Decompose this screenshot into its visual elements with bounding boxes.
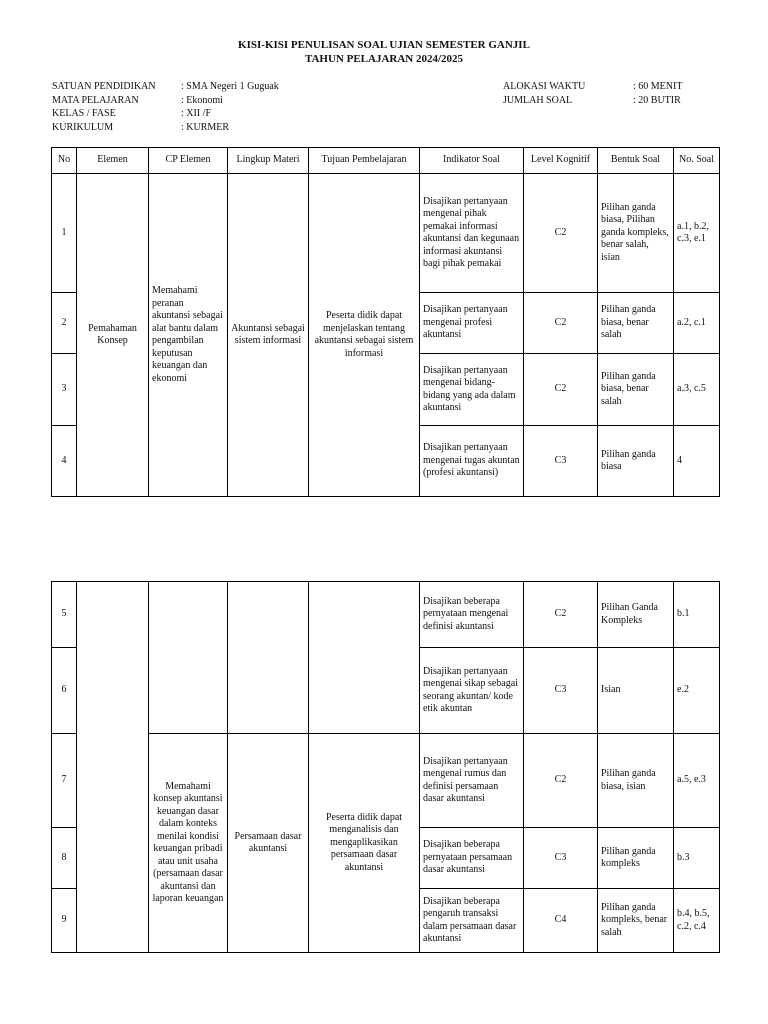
header-cp: CP Elemen xyxy=(149,148,228,174)
cp-elemen-cell: Memahami konsep akuntansi keuangan dasar dalam konteks menilai kondisi keuangan pribadi atau unit usaha (persamaan dasar akuntansi dan laporan keuangan xyxy=(149,734,228,953)
nosoal-cell: e.2 xyxy=(674,648,720,734)
header-elemen: Elemen xyxy=(77,148,149,174)
row-number: 9 xyxy=(52,889,77,953)
meta-value: : Ekonomi xyxy=(181,94,223,106)
bentuk-cell: Pilihan Ganda Kompleks xyxy=(598,582,674,648)
level-cell: C3 xyxy=(524,426,598,497)
row-number: 1 xyxy=(52,174,77,293)
nosoal-cell: a.3, c.5 xyxy=(674,354,720,426)
nosoal-cell: a.5, e.3 xyxy=(674,734,720,828)
meta-key: KURIKULUM xyxy=(52,121,114,133)
level-cell: C2 xyxy=(524,582,598,648)
row-number: 7 xyxy=(52,734,77,828)
indikator-cell: Disajikan pertanyaan mengenai tugas akuntan (profesi akuntansi) xyxy=(420,426,524,497)
meta-value: : XII /F xyxy=(181,108,211,119)
row-number: 4 xyxy=(52,426,77,497)
meta-value: : 20 BUTIR xyxy=(633,94,681,106)
row-number: 3 xyxy=(52,354,77,426)
level-cell: C2 xyxy=(524,174,598,293)
meta-key: SATUAN PENDIDIKAN xyxy=(52,81,156,92)
lingkup-materi-cell-empty xyxy=(228,582,309,734)
identity-block-left xyxy=(52,80,279,134)
elemen-cell-empty xyxy=(77,582,149,953)
table-row xyxy=(52,582,720,648)
header-bentuk: Bentuk Soal xyxy=(598,148,674,174)
indikator-cell: Disajikan pertanyaan mengenai bidang-bidang yang ada dalam akuntansi xyxy=(420,354,524,426)
header-lingkup: Lingkup Materi xyxy=(228,148,309,174)
table-row xyxy=(52,734,720,828)
elemen-cell: Pemahaman Konsep xyxy=(77,174,149,497)
meta-value: : 60 MENIT xyxy=(633,81,683,92)
document-title: KISI-KISI PENULISAN SOAL UJIAN SEMESTER GANJIL xyxy=(238,39,530,51)
nosoal-cell: b.1 xyxy=(674,582,720,648)
cp-elemen-cell: Memahami peranan akuntansi sebagai alat bantu dalam pengambilan keputusan keuangan dan ekonomi xyxy=(149,174,228,497)
level-cell: C2 xyxy=(524,354,598,426)
level-cell: C2 xyxy=(524,734,598,828)
bentuk-cell: Pilihan ganda biasa xyxy=(598,426,674,497)
row-number: 2 xyxy=(52,293,77,354)
tujuan-pembelajaran-cell: Peserta didik dapat menjelaskan tentang akuntansi sebagai sistem informasi xyxy=(309,174,420,497)
indikator-cell: Disajikan pertanyaan mengenai rumus dan definisi persamaan dasar akuntansi xyxy=(420,734,524,828)
nosoal-cell: a.2, c.1 xyxy=(674,293,720,354)
header-indikator: Indikator Soal xyxy=(420,148,524,174)
table-header-row xyxy=(52,148,720,174)
bentuk-cell: Pilihan ganda kompleks xyxy=(598,828,674,889)
bentuk-cell: Isian xyxy=(598,648,674,734)
level-cell: C3 xyxy=(524,648,598,734)
level-cell: C4 xyxy=(524,889,598,953)
nosoal-cell: a.1, b.2, c.3, e.1 xyxy=(674,174,720,293)
level-cell: C2 xyxy=(524,293,598,354)
table-row xyxy=(52,174,720,293)
meta-key: JUMLAH SOAL xyxy=(503,94,573,106)
tujuan-pembelajaran-cell: Peserta didik dapat menganalisis dan mengaplikasikan persamaan dasar akuntansi xyxy=(309,734,420,953)
meta-value: : KURMER xyxy=(181,121,230,133)
nosoal-cell: b.3 xyxy=(674,828,720,889)
bentuk-cell: Pilihan ganda kompleks, benar salah xyxy=(598,889,674,953)
row-number: 8 xyxy=(52,828,77,889)
header-level: Level Kognitif xyxy=(524,148,598,174)
header-nosoal: No. Soal xyxy=(674,148,720,174)
header-no: No xyxy=(52,148,77,174)
bentuk-cell: Pilihan ganda biasa, benar salah xyxy=(598,293,674,354)
header-tujuan: Tujuan Pembelajaran xyxy=(309,148,420,174)
meta-value: : SMA Negeri 1 Guguak xyxy=(181,81,279,92)
indikator-cell: Disajikan beberapa pernyataan persamaan dasar akuntansi xyxy=(420,828,524,889)
indikator-cell: Disajikan beberapa pengaruh transaksi dalam persamaan dasar akuntansi xyxy=(420,889,524,953)
indikator-cell: Disajikan pertanyaan mengenai profesi akuntansi xyxy=(420,293,524,354)
row-number: 5 xyxy=(52,582,77,648)
indikator-cell: Disajikan beberapa pernyataan mengenai definisi akuntansi xyxy=(420,582,524,648)
bentuk-cell: Pilihan ganda biasa, Pilihan ganda kompleks, benar salah, isian xyxy=(598,174,674,293)
meta-key: MATA PELAJARAN xyxy=(52,94,139,106)
nosoal-cell: 4 xyxy=(674,426,720,497)
cp-elemen-cell-empty xyxy=(149,582,228,734)
lingkup-materi-cell: Persamaan dasar akuntansi xyxy=(228,734,309,953)
grid-table-page-2 xyxy=(51,581,720,953)
bentuk-cell: Pilihan ganda biasa, isian xyxy=(598,734,674,828)
bentuk-cell: Pilihan ganda biasa, benar salah xyxy=(598,354,674,426)
identity-block-right xyxy=(503,80,682,107)
nosoal-cell: b.4, b.5, c.2, c.4 xyxy=(674,889,720,953)
indikator-cell: Disajikan pertanyaan mengenai sikap sebagai seorang akuntan/ kode etik akuntan xyxy=(420,648,524,734)
meta-key: KELAS / FASE xyxy=(52,108,116,119)
level-cell: C3 xyxy=(524,828,598,889)
lingkup-materi-cell: Akuntansi sebagai sistem informasi xyxy=(228,174,309,497)
tujuan-pembelajaran-cell-empty xyxy=(309,582,420,734)
row-number: 6 xyxy=(52,648,77,734)
document-subtitle: TAHUN PELAJARAN 2024/2025 xyxy=(304,53,464,65)
grid-table-page-1 xyxy=(51,147,720,497)
meta-key: ALOKASI WAKTU xyxy=(503,81,586,92)
indikator-cell: Disajikan pertanyaan mengenai pihak pemakai informasi akuntansi dan kegunaan informasi akuntansi bagi pihak pemakai xyxy=(420,174,524,293)
